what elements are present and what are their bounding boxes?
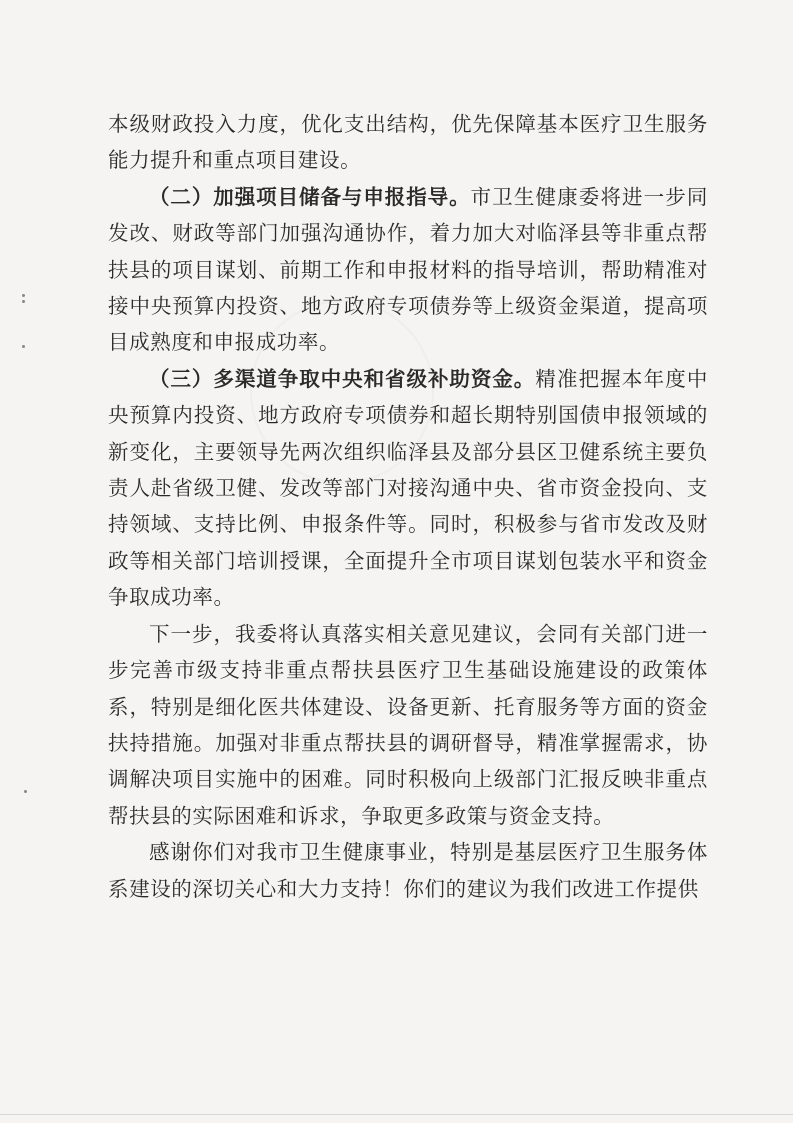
scan-bottom-edge bbox=[0, 1114, 793, 1115]
paragraph-text: 精准把握本年度中央预算内投资、地方政府专项债券和超长期特别国债申报领域的新变化，主要领导先两次组织临泽县及部分县区卫健系统主要负责人赴省级卫健、发改等部门对接沟通中央、省市资金投向、支持领域、支持比例、申报条件等。同时，积极参与省市发改及财政等相关部门培训授课，全面提升全市项目谋划包装水平和资金争取成功率。 bbox=[108, 366, 708, 610]
paragraph-next-steps bbox=[108, 616, 708, 834]
paragraph-heading: （三）多渠道争取中央和省级补助资金。 bbox=[149, 366, 536, 391]
paragraph-continuation bbox=[108, 106, 708, 179]
paragraph-text: 下一步，我委将认真落实相关意见建议，会同有关部门进一步完善市级支持非重点帮扶县医疗卫生基础设施建设的政策体系，特别是细化医共体建设、设备更新、托育服务等方面的资金扶持措施。加强对非重点帮扶县的调研督导，精准掌握需求，协调解决项目实施中的困难。同时积极向上级部门汇报反映非重点帮扶县的实际困难和诉求，争取更多政策与资金支持。 bbox=[108, 621, 708, 828]
paragraph-subsidy-funds bbox=[108, 361, 708, 616]
paragraph-text: 感谢你们对我市卫生健康事业，特别是基层医疗卫生服务体系建设的深切关心和大力支持！你们的建议为我们改进工作提供 bbox=[108, 840, 708, 901]
margin-speck bbox=[24, 790, 27, 793]
margin-speck bbox=[22, 294, 25, 297]
paragraph-thanks bbox=[108, 834, 708, 907]
paragraph-text: 市卫生健康委将进一步同发改、财政等部门加强沟通协作，着力加大对临泽县等非重点帮扶县的项目谋划、前期工作和申报材料的指导培训，帮助精准对接中央预算内投资、地方政府专项债券等上级资金渠道，提高项目成熟度和申报成功率。 bbox=[108, 184, 709, 355]
margin-speck bbox=[22, 345, 25, 348]
paragraph-project-reserve bbox=[108, 179, 708, 361]
paragraph-text: 本级财政投入力度，优化支出结构，优先保障基本医疗卫生服务能力提升和重点项目建设。 bbox=[108, 112, 708, 173]
paragraph-heading: （二）加强项目储备与申报指导。 bbox=[149, 184, 471, 209]
margin-speck bbox=[22, 300, 25, 303]
document-body bbox=[108, 106, 708, 907]
